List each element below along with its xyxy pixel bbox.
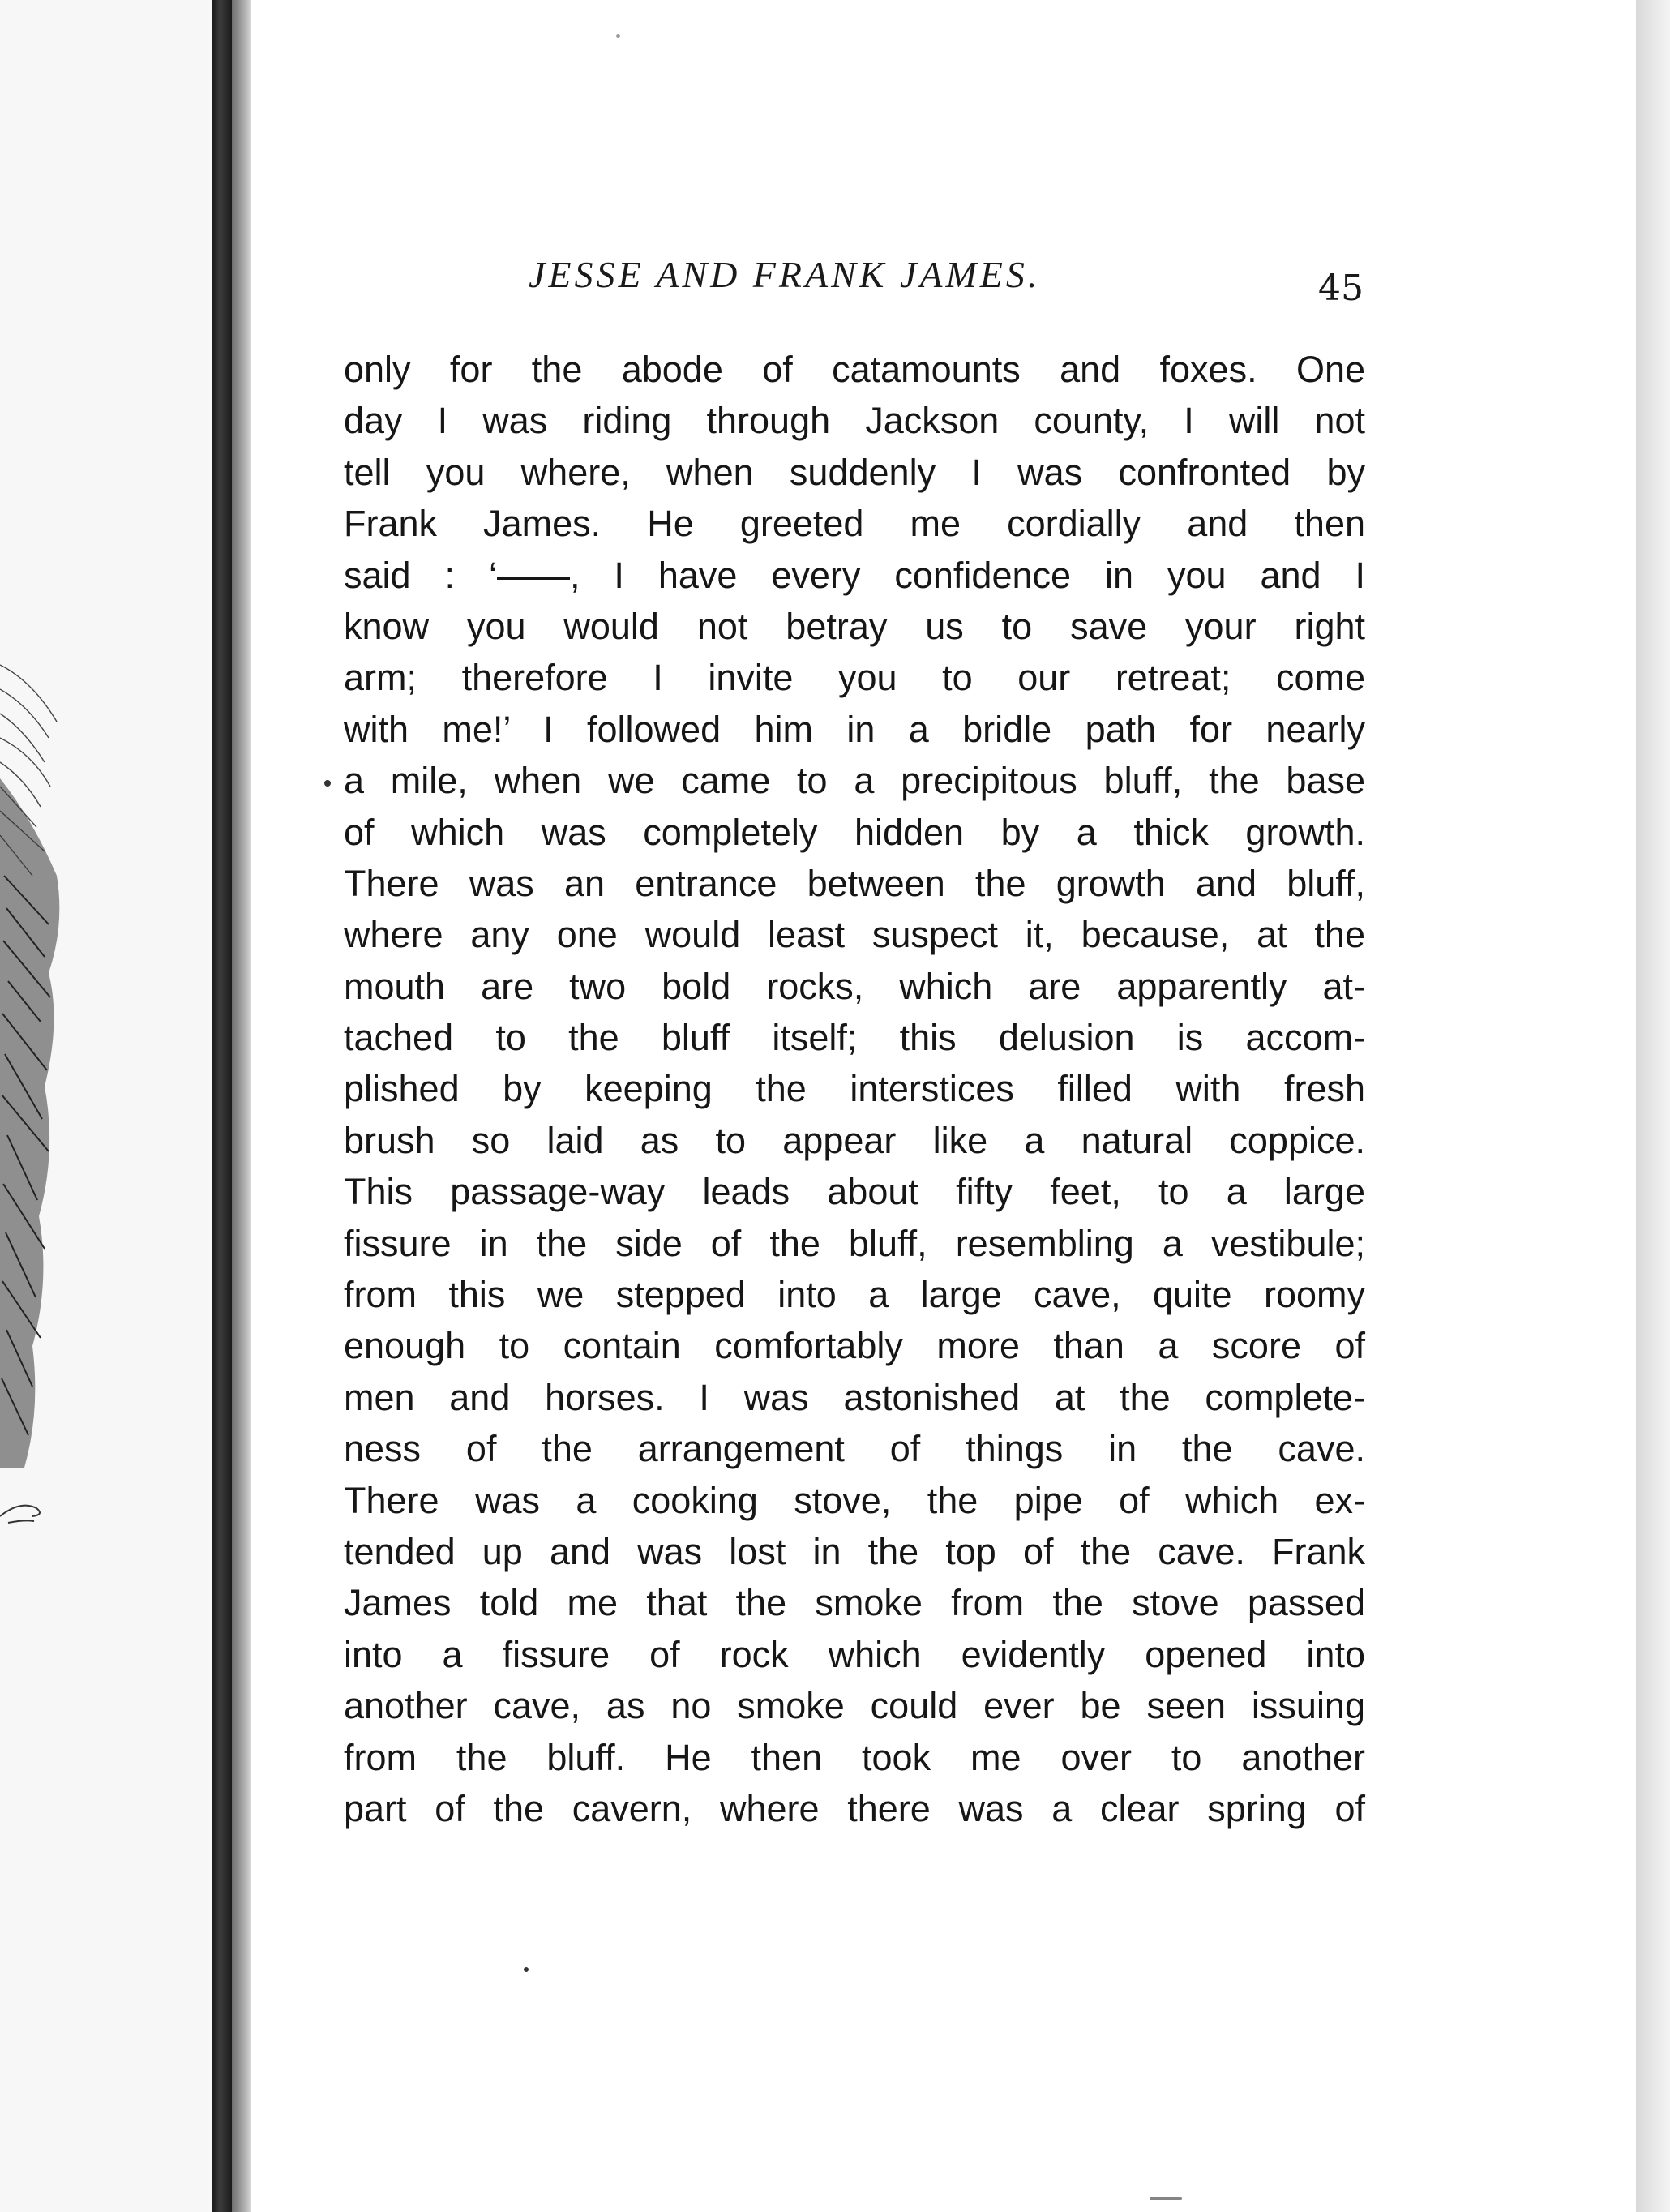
print-speck bbox=[524, 1967, 529, 1972]
print-speck bbox=[324, 780, 331, 787]
text-line: tached to the bluff itself; this delusion is accom- bbox=[344, 1017, 1365, 1059]
text-line: tended up and was lost in the top of the cave. Frank bbox=[344, 1530, 1365, 1572]
text-line: another cave, as no smoke could ever be seen issuing bbox=[344, 1685, 1365, 1727]
text-line: plished by keeping the interstices filled with fresh bbox=[344, 1068, 1365, 1110]
text-line: only for the abode of catamounts and foxes. One bbox=[344, 349, 1365, 390]
print-speck bbox=[1150, 2197, 1182, 2200]
text-line: men and horses. I was astonished at the complete- bbox=[344, 1376, 1365, 1418]
text-line: with me!’ I followed him in a bridle path for nearly bbox=[344, 708, 1365, 750]
text-line: from this we stepped into a large cave, quite roomy bbox=[344, 1274, 1365, 1316]
text-line: enough to contain comfortably more than a score of bbox=[344, 1325, 1365, 1367]
body-text bbox=[344, 344, 1365, 1834]
text-line: know you would not betray us to save your right bbox=[344, 605, 1365, 647]
text-line: tell you where, when suddenly I was confronted by bbox=[344, 451, 1365, 493]
engraving-fragment bbox=[0, 632, 73, 1557]
page-number: 45 bbox=[1318, 268, 1364, 309]
text-line: from the bluff. He then took me over to another bbox=[344, 1736, 1365, 1778]
text-line: There was an entrance between the growth and bluff, bbox=[344, 862, 1365, 904]
text-line: of which was completely hidden by a thick growth. bbox=[344, 811, 1365, 853]
text-line: ness of the arrangement of things in the cave. bbox=[344, 1428, 1365, 1470]
text-line: This passage-way leads about fifty feet, to a large bbox=[344, 1171, 1365, 1213]
facing-page-left bbox=[0, 0, 212, 2212]
book-gutter-shadow bbox=[212, 0, 232, 2212]
text-line: James told me that the smoke from the stove passed bbox=[344, 1582, 1365, 1624]
text-line: said : ‘——, I have every confidence in you and I bbox=[344, 554, 1365, 596]
page-edge bbox=[1636, 0, 1670, 2212]
text-line: fissure in the side of the bluff, resembling a vestibule; bbox=[344, 1222, 1365, 1264]
running-head: JESSE AND FRANK JAMES. bbox=[529, 254, 1041, 295]
text-line: where any one would least suspect it, because, at the bbox=[344, 914, 1365, 956]
text-line: arm; therefore I invite you to our retreat; come bbox=[344, 657, 1365, 699]
text-line: There was a cooking stove, the pipe of which ex- bbox=[344, 1479, 1365, 1521]
text-line: mouth are two bold rocks, which are apparently at- bbox=[344, 965, 1365, 1007]
text-line: into a fissure of rock which evidently opened into bbox=[344, 1633, 1365, 1675]
text-line: Frank James. He greeted me cordially and then bbox=[344, 503, 1365, 545]
text-line: day I was riding through Jackson county, I will not bbox=[344, 400, 1365, 442]
print-speck bbox=[616, 34, 620, 38]
text-line: a mile, when we came to a precipitous bluff, the base bbox=[344, 760, 1365, 802]
text-line: brush so laid as to appear like a natural coppice. bbox=[344, 1119, 1365, 1161]
text-line: part of the cavern, where there was a clear spring of bbox=[344, 1787, 1365, 1829]
book-gutter-fade bbox=[232, 0, 251, 2212]
